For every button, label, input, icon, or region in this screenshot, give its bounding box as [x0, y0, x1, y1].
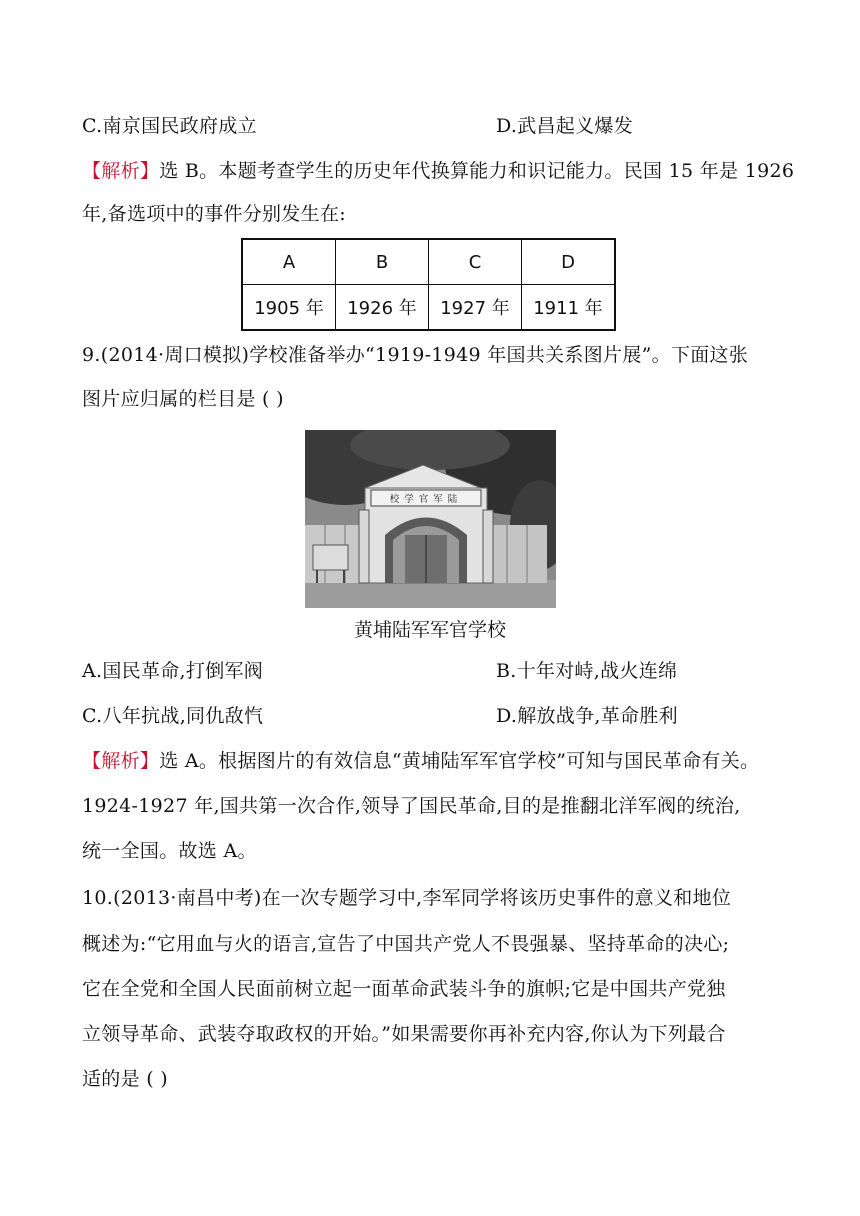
year-table-cell: 1927 年: [429, 285, 522, 331]
q10-stem-line1: 10.(2013·南昌中考)在一次专题学习中,李军同学将该历史事件的意义和地位: [82, 887, 732, 909]
q10-stem-line5: 适的是 ( ): [82, 1068, 169, 1090]
year-table-header: A: [242, 239, 336, 285]
year-table-header: D: [522, 239, 616, 285]
analysis-tag: 【解析】: [82, 160, 160, 182]
q8-option-c: C.南京国民政府成立: [82, 115, 257, 137]
analysis9-text1: 选 A。根据图片的有效信息“黄埔陆军军官学校”可知与国民革命有关。: [159, 750, 760, 772]
analysis9-line3: 统一全国。故选 A。: [82, 840, 257, 862]
year-table-cell: 1905 年: [242, 285, 336, 331]
year-table-cell: 1926 年: [336, 285, 429, 331]
q8-options-row: [82, 114, 633, 138]
gate-sign-text: 校学官军陆: [389, 494, 463, 505]
analysis-tag: 【解析】: [82, 750, 160, 772]
q9-option-b: B.十年对峙,战火连绵: [496, 660, 678, 682]
analysis9-line1: [82, 749, 759, 773]
year-table-cell: 1911 年: [522, 285, 616, 331]
year-table-header: B: [336, 239, 429, 285]
analysis8-line2: 年,备选项中的事件分别发生在:: [82, 203, 346, 225]
year-table-header: C: [429, 239, 522, 285]
analysis8-line1: [82, 159, 794, 183]
q9-stem-line1: 9.(2014·周口模拟)学校准备举办“1919-1949 年国共关系图片展”。下面这张: [82, 344, 749, 366]
q10-stem-line2: 概述为:“它用血与火的语言,宣告了中国共产党人不畏强暴、坚持革命的决心;: [82, 933, 730, 955]
year-table-header-row: [242, 239, 615, 285]
q9-stem-line2: 图片应归属的栏目是 ( ): [82, 388, 284, 410]
year-table-value-row: [242, 285, 615, 331]
q9-options-row2: [82, 704, 678, 728]
photo-caption: 黄埔陆军军官学校: [353, 619, 506, 641]
q10-stem-line4: 立领导革命、武装夺取政权的开始。”如果需要你再补充内容,你认为下列最合: [82, 1023, 726, 1045]
analysis8-text1: 选 B。本题考查学生的历史年代换算能力和识记能力。民国 15 年是 1926: [159, 160, 795, 182]
q9-option-c: C.八年抗战,同仇敌忾: [82, 705, 264, 727]
year-table: [241, 238, 616, 331]
q10-stem-line3: 它在全党和全国人民面前树立起一面革命武装斗争的旗帜;它是中国共产党独: [82, 978, 726, 1000]
q9-option-d: D.解放战争,革命胜利: [496, 705, 678, 727]
q9-options-row1: [82, 659, 678, 683]
q9-option-a: A.国民革命,打倒军阀: [82, 660, 264, 682]
academy-gate-photo: [305, 430, 556, 608]
analysis9-line2: 1924-1927 年,国共第一次合作,领导了国民革命,目的是推翻北洋军阀的统治,: [82, 795, 741, 817]
q8-option-d: D.武昌起义爆发: [496, 115, 633, 137]
